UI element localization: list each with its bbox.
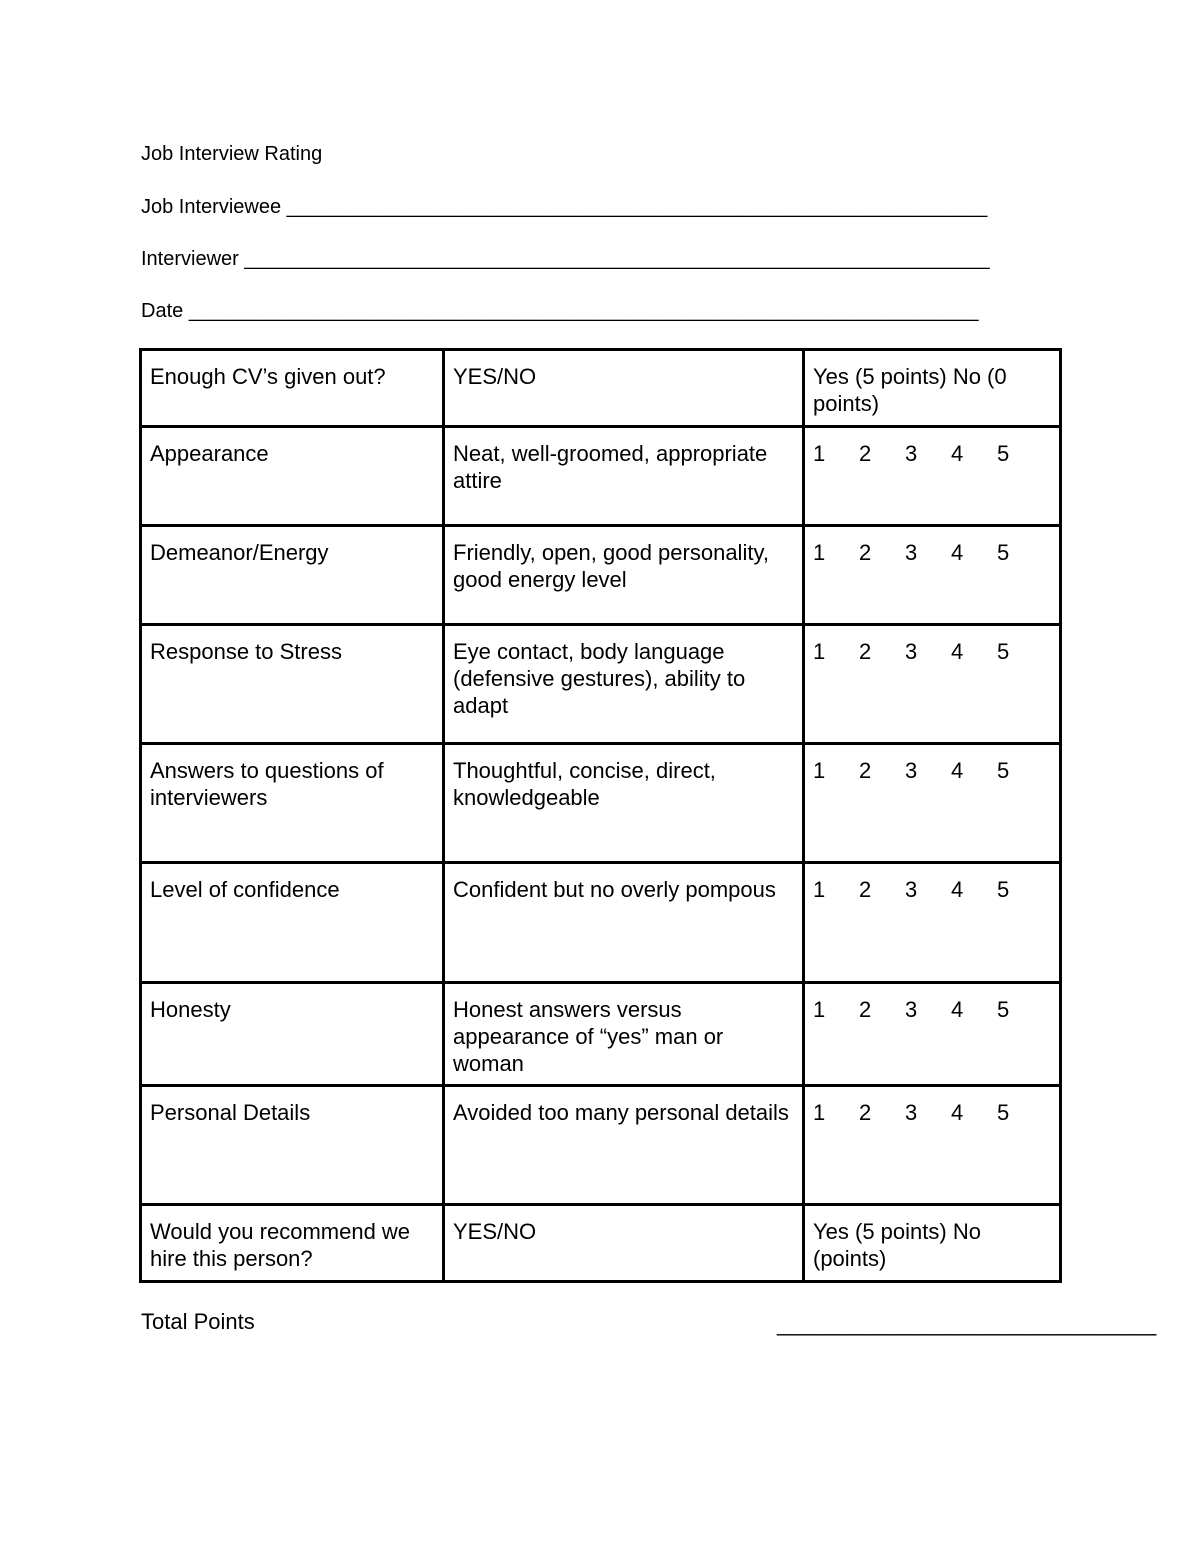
rating-option: 3 (905, 639, 918, 664)
rating-scale (804, 526, 1061, 625)
rating-option: 3 (905, 877, 918, 902)
rating-option: 2 (859, 441, 872, 466)
interviewer-field (141, 247, 990, 271)
date-field (141, 299, 979, 323)
scoring-cell: Yes (5 points) No (points) (804, 1205, 1061, 1282)
rating-option: 5 (997, 441, 1010, 466)
rating-option: 4 (951, 997, 964, 1022)
table-row (141, 863, 1061, 983)
rating-option: 5 (997, 877, 1010, 902)
criterion-cell: Appearance (141, 427, 444, 526)
rating-option: 2 (859, 639, 872, 664)
rating-option: 2 (859, 877, 872, 902)
rating-scale (804, 983, 1061, 1086)
description-cell: Confident but no overly pompous (444, 863, 804, 983)
table-row (141, 427, 1061, 526)
description-cell: Neat, well-groomed, appropriate attire (444, 427, 804, 526)
description-cell: Thoughtful, concise, direct, knowledgeable (444, 744, 804, 863)
rating-option: 4 (951, 441, 964, 466)
rating-scale (804, 1086, 1061, 1205)
rating-option: 1 (813, 639, 826, 664)
rating-option: 3 (905, 540, 918, 565)
table-row (141, 983, 1061, 1086)
description-cell: YES/NO (444, 1205, 804, 1282)
table-row (141, 1086, 1061, 1205)
rating-option: 5 (997, 1100, 1010, 1125)
description-cell: Friendly, open, good personality, good energy level (444, 526, 804, 625)
description-cell: YES/NO (444, 350, 804, 427)
table-row (141, 526, 1061, 625)
criterion-cell: Honesty (141, 983, 444, 1086)
rating-option: 1 (813, 758, 826, 783)
rating-option: 3 (905, 1100, 918, 1125)
interviewee-blank: _______________________________________________________________ (286, 196, 988, 218)
criterion-cell: Enough CV’s given out? (141, 350, 444, 427)
rating-option: 1 (813, 877, 826, 902)
table-row (141, 744, 1061, 863)
table-row (141, 625, 1061, 744)
rating-scale (804, 625, 1061, 744)
criterion-cell: Would you recommend we hire this person? (141, 1205, 444, 1282)
form-title: Job Interview Rating (141, 143, 323, 165)
rating-option: 3 (905, 441, 918, 466)
rating-option: 5 (997, 639, 1010, 664)
rating-option: 2 (859, 1100, 872, 1125)
rating-option: 3 (905, 758, 918, 783)
rating-option: 4 (951, 1100, 964, 1125)
criterion-cell: Demeanor/Energy (141, 526, 444, 625)
description-cell: Eye contact, body language (defensive gestures), ability to adapt (444, 625, 804, 744)
date-blank: _______________________________________________________________________ (188, 300, 979, 322)
interviewee-label: Job Interviewee (141, 196, 282, 218)
interviewee-field (141, 195, 987, 219)
rating-scale (804, 744, 1061, 863)
total-points-blank: _______________________________ (777, 1311, 1157, 1336)
rating-option: 2 (859, 758, 872, 783)
criterion-cell: Response to Stress (141, 625, 444, 744)
table-row (141, 350, 1061, 427)
rating-option: 2 (859, 997, 872, 1022)
rating-scale (804, 863, 1061, 983)
rating-option: 5 (997, 758, 1010, 783)
rating-table (139, 348, 1062, 1283)
rating-option: 3 (905, 997, 918, 1022)
criterion-cell: Personal Details (141, 1086, 444, 1205)
table-row (141, 1205, 1061, 1282)
interviewer-blank: ___________________________________________________________________ (244, 248, 990, 270)
description-cell: Avoided too many personal details (444, 1086, 804, 1205)
interviewer-label: Interviewer (141, 248, 239, 270)
rating-option: 2 (859, 540, 872, 565)
rating-option: 5 (997, 540, 1010, 565)
rating-option: 1 (813, 540, 826, 565)
rating-option: 5 (997, 997, 1010, 1022)
rating-option: 1 (813, 441, 826, 466)
rating-option: 1 (813, 997, 826, 1022)
rating-scale (804, 427, 1061, 526)
rating-option: 4 (951, 758, 964, 783)
total-points-label: Total Points (141, 1309, 255, 1334)
scoring-cell: Yes (5 points) No (0 points) (804, 350, 1061, 427)
rating-option: 1 (813, 1100, 826, 1125)
date-label: Date (141, 300, 184, 322)
description-cell: Honest answers versus appearance of “yes” man or woman (444, 983, 804, 1086)
criterion-cell: Answers to questions of interviewers (141, 744, 444, 863)
rating-option: 4 (951, 877, 964, 902)
rating-option: 4 (951, 639, 964, 664)
rating-option: 4 (951, 540, 964, 565)
criterion-cell: Level of confidence (141, 863, 444, 983)
